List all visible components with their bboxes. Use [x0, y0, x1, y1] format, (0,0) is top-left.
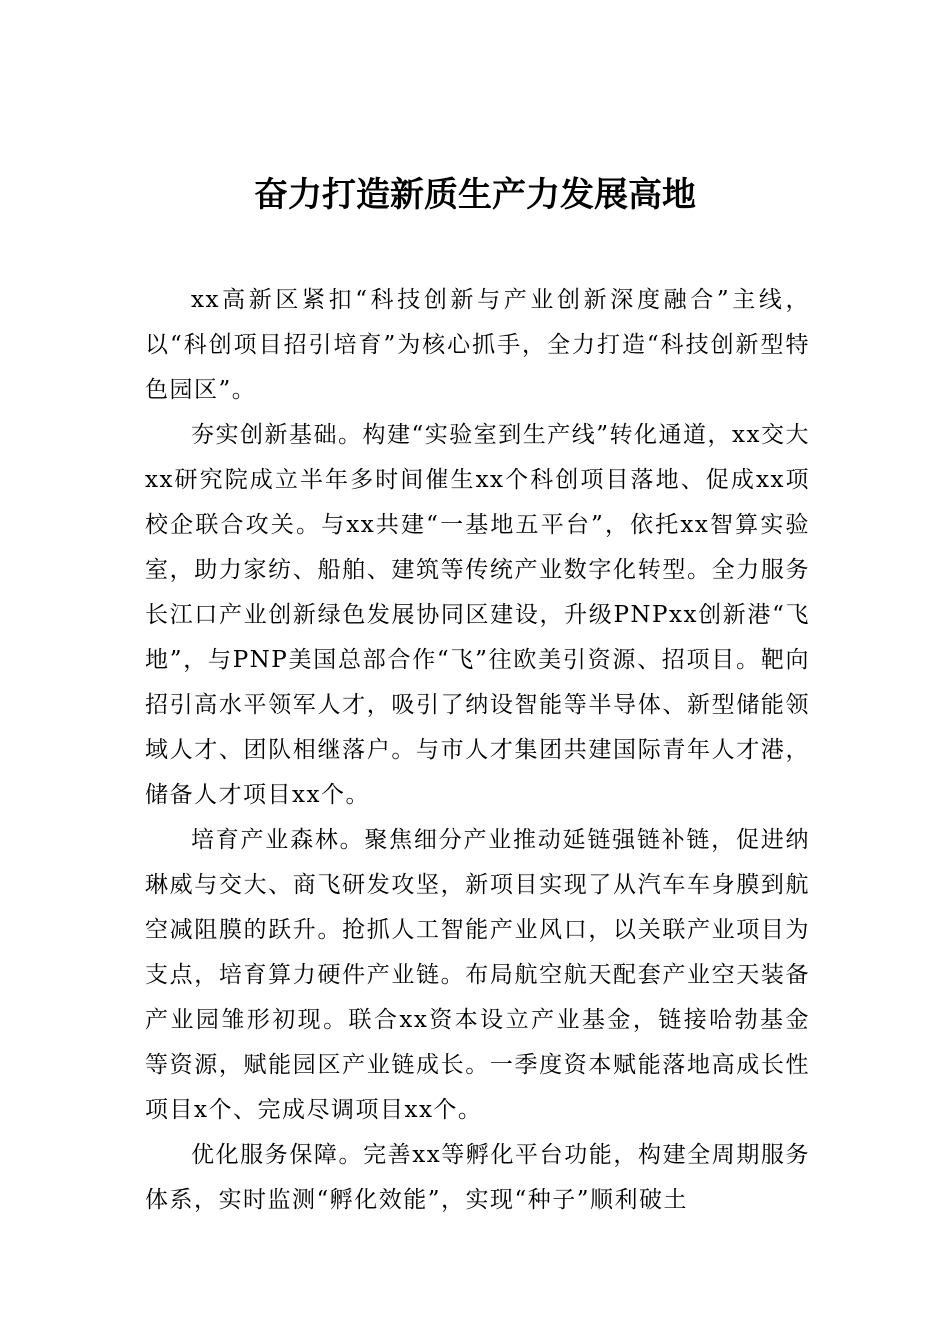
- paragraph-industry-forest: 培育产业森林。聚焦细分产业推动延链强链补链，促进纳琳威与交大、商飞研发攻坚，新项目实现了从汽车车身膜到航空减阻膜的跃升。抢抓人工智能产业风口，以关联产业项目为支点，培育算力硬件产业链。布局航空航天配套产业空天装备产业园雏形初现。联合xx资本设立产业基金，链接哈勃基金等资源，赋能园区产业链成长。一季度资本赋能落地高成长性项目x个、完成尽调项目xx个。: [145, 827, 810, 1123]
- document-body: [145, 278, 810, 1223]
- paragraph-innovation-foundation: 夯实创新基础。构建“实验室到生产线”转化通道，xx交大xx研究院成立半年多时间催生xx个科创项目落地、促成xx项校企联合攻关。与xx共建“一基地五平台”，依托xx智算实验室，助力家纺、船舶、建筑等传统产业数字化转型。全力服务长江口产业创新绿色发展协同区建设，升级PNPxx创新港“飞地”，与PNP美国总部合作“飞”往欧美引资源、招项目。靶向招引高水平领军人才，吸引了纳设智能等半导体、新型储能领域人才、团队相继落户。与市人才集团共建国际青年人才港，储备人才项目xx个。: [145, 422, 810, 808]
- document-title: 奋力打造新质生产力发展高地: [254, 175, 696, 215]
- paragraph-intro: xx高新区紧扣“科技创新与产业创新深度融合”主线，以“科创项目招引培育”为核心抓手，全力打造“科技创新型特色园区”。: [145, 287, 810, 403]
- paragraph-service-guarantee: 优化服务保障。完善xx等孵化平台功能，构建全周期服务体系，实时监测“孵化效能”，实现“种子”顺利破土: [145, 1142, 810, 1213]
